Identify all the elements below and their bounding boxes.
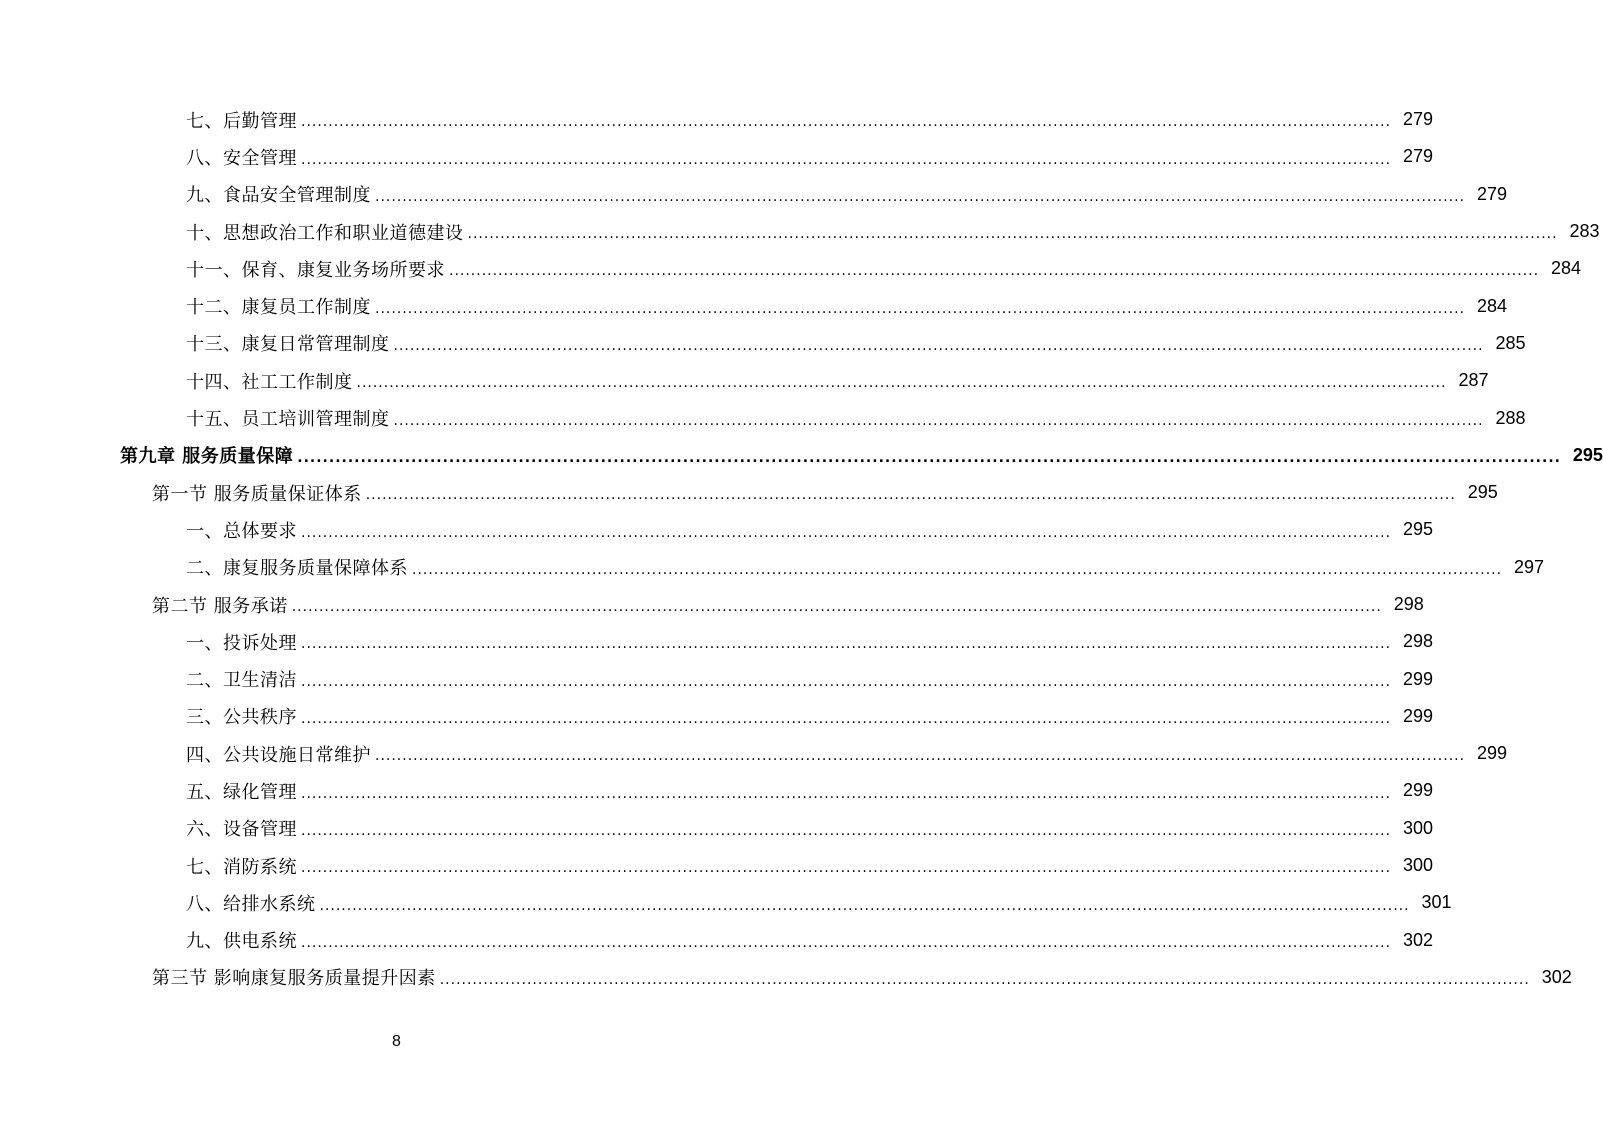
toc-entry-title: 十、思想政治工作和职业道德建设 xyxy=(186,222,464,244)
toc-entry-title: 七、后勤管理 xyxy=(186,110,297,132)
toc-entry-page: 285 xyxy=(1495,332,1526,353)
toc-entry-page: 299 xyxy=(1403,668,1434,689)
toc-entry-page: 295 xyxy=(1467,482,1498,503)
toc-entry[interactable] xyxy=(0,772,1434,809)
toc-entry-title: 第二节 服务承诺 xyxy=(152,595,288,617)
toc-entry-title: 一、总体要求 xyxy=(186,520,297,542)
toc-entry-page: 297 xyxy=(1514,556,1545,577)
toc-dot-leader: ........................................................................................................................................................................................................ xyxy=(301,711,1392,728)
toc-entry[interactable] xyxy=(0,250,1582,287)
toc-entry[interactable] xyxy=(0,138,1434,175)
toc-dot-leader: ........................................................................................................................................................................................................ xyxy=(467,226,1558,243)
toc-entry-title: 十三、康复日常管理制度 xyxy=(186,334,390,356)
toc-dot-leader: ........................................................................................................................................................................................................ xyxy=(449,263,1540,280)
toc-entry-title: 八、给排水系统 xyxy=(186,893,316,915)
toc-dot-leader: ........................................................................................................................................................................................................ xyxy=(439,972,1530,989)
toc-entry[interactable] xyxy=(0,176,1508,213)
toc-entry-page: 283 xyxy=(1569,221,1600,242)
toc-entry-title: 十四、社工工作制度 xyxy=(186,371,353,393)
toc-dot-leader: ........................................................................................................................................................................................................ xyxy=(297,449,1561,466)
toc-entry-title: 六、设备管理 xyxy=(186,819,297,841)
toc-dot-leader: ........................................................................................................................................................................................................ xyxy=(319,897,1410,914)
toc-dot-leader: ........................................................................................................................................................................................................ xyxy=(375,748,1466,765)
toc-entry-title: 二、卫生清洁 xyxy=(186,670,297,692)
toc-entry-title: 八、安全管理 xyxy=(186,147,297,169)
toc-entry-page: 299 xyxy=(1477,743,1508,764)
toc-entry-page: 298 xyxy=(1393,594,1424,614)
toc-entry-title: 十五、员工培训管理制度 xyxy=(186,409,390,431)
toc-entry-page: 299 xyxy=(1403,705,1434,726)
toc-entry[interactable] xyxy=(0,698,1434,735)
toc-dot-leader: ........................................................................................................................................................................................................ xyxy=(356,375,1447,392)
toc-dot-leader: ........................................................................................................................................................................................................ xyxy=(301,822,1392,839)
toc-entry[interactable] xyxy=(0,586,1424,623)
page-number: 8 xyxy=(392,1033,401,1050)
toc-dot-leader: ........................................................................................................................................................................................................ xyxy=(301,636,1392,653)
toc-dot-leader: ........................................................................................................................................................................................................ xyxy=(393,338,1484,355)
toc-entry-title: 二、康复服务质量保障体系 xyxy=(186,558,408,580)
toc-dot-leader: ........................................................................................................................................................................................................ xyxy=(301,673,1392,690)
toc-entry-page: 300 xyxy=(1403,855,1434,876)
toc-entry[interactable] xyxy=(0,287,1508,324)
toc-entry-title: 九、供电系统 xyxy=(186,931,297,953)
toc-entry-page: 284 xyxy=(1551,258,1582,279)
toc-entry-title: 三、公共秩序 xyxy=(186,707,297,729)
toc-dot-leader: ........................................................................................................................................................................................................ xyxy=(301,524,1392,541)
toc-dot-leader: ........................................................................................................................................................................................................ xyxy=(393,412,1484,429)
toc-dot-leader: ........................................................................................................................................................................................................ xyxy=(301,151,1392,168)
toc-entry-page: 287 xyxy=(1458,370,1489,391)
toc-entry-page: 302 xyxy=(1541,966,1572,987)
toc-entry-page: 279 xyxy=(1477,183,1508,204)
toc-entry-page: 288 xyxy=(1495,407,1526,428)
toc-dot-leader: ........................................................................................................................................................................................................ xyxy=(375,300,1466,317)
toc-entry[interactable] xyxy=(0,399,1526,436)
toc-dot-leader: ........................................................................................................................................................................................................ xyxy=(301,785,1392,802)
toc-entry-title: 第九章 服务质量保障 xyxy=(120,446,294,468)
toc-entry[interactable] xyxy=(0,810,1434,847)
toc-entry[interactable] xyxy=(0,437,1603,474)
toc-entry[interactable] xyxy=(0,884,1452,921)
toc-entry-page: 279 xyxy=(1403,146,1434,167)
toc-dot-leader: ........................................................................................................................................................................................................ xyxy=(301,114,1392,131)
toc-entry-page: 279 xyxy=(1403,109,1434,130)
toc-entry[interactable] xyxy=(0,623,1434,660)
toc-dot-leader: ........................................................................................................................................................................................................ xyxy=(301,860,1392,877)
toc-entry-page: 295 xyxy=(1403,519,1434,540)
toc-entry-title: 四、公共设施日常维护 xyxy=(186,744,371,766)
toc-entry-title: 五、绿化管理 xyxy=(186,781,297,803)
toc-entry[interactable] xyxy=(0,660,1434,697)
toc-entry[interactable] xyxy=(0,213,1600,250)
toc-entry-page: 300 xyxy=(1403,817,1434,838)
table-of-contents xyxy=(0,101,1603,996)
toc-entry[interactable] xyxy=(0,325,1526,362)
toc-entry-page: 295 xyxy=(1572,444,1603,465)
toc-entry[interactable] xyxy=(0,735,1508,772)
toc-entry[interactable] xyxy=(0,847,1434,884)
toc-entry-title: 十二、康复员工作制度 xyxy=(186,297,371,319)
toc-entry-page: 284 xyxy=(1477,295,1508,316)
toc-dot-leader: ........................................................................................................................................................................................................ xyxy=(375,188,1466,205)
toc-entry-page: 299 xyxy=(1403,780,1434,801)
toc-entry-page: 298 xyxy=(1403,631,1434,652)
toc-dot-leader: ........................................................................................................................................................................................................ xyxy=(412,561,1503,578)
toc-entry[interactable] xyxy=(0,474,1498,511)
toc-dot-leader: ........................................................................................................................................................................................................ xyxy=(301,934,1392,951)
toc-entry[interactable] xyxy=(0,511,1434,548)
toc-dot-leader: ........................................................................................................................................................................................................ xyxy=(291,599,1382,616)
toc-entry-title: 一、投诉处理 xyxy=(186,632,297,654)
toc-entry-title: 第一节 服务质量保证体系 xyxy=(152,483,362,505)
toc-entry-page: 301 xyxy=(1421,892,1452,913)
toc-entry-title: 七、消防系统 xyxy=(186,856,297,878)
toc-entry[interactable] xyxy=(0,922,1434,959)
toc-entry-page: 302 xyxy=(1403,929,1434,950)
toc-dot-leader: ........................................................................................................................................................................................................ xyxy=(365,487,1456,504)
toc-entry[interactable] xyxy=(0,101,1434,138)
toc-entry[interactable] xyxy=(0,362,1489,399)
toc-entry-title: 九、食品安全管理制度 xyxy=(186,185,371,207)
toc-entry[interactable] xyxy=(0,549,1545,586)
toc-entry-title: 第三节 影响康复服务质量提升因素 xyxy=(152,968,436,990)
toc-entry[interactable] xyxy=(0,959,1572,996)
toc-entry-title: 十一、保育、康复业务场所要求 xyxy=(186,259,445,281)
